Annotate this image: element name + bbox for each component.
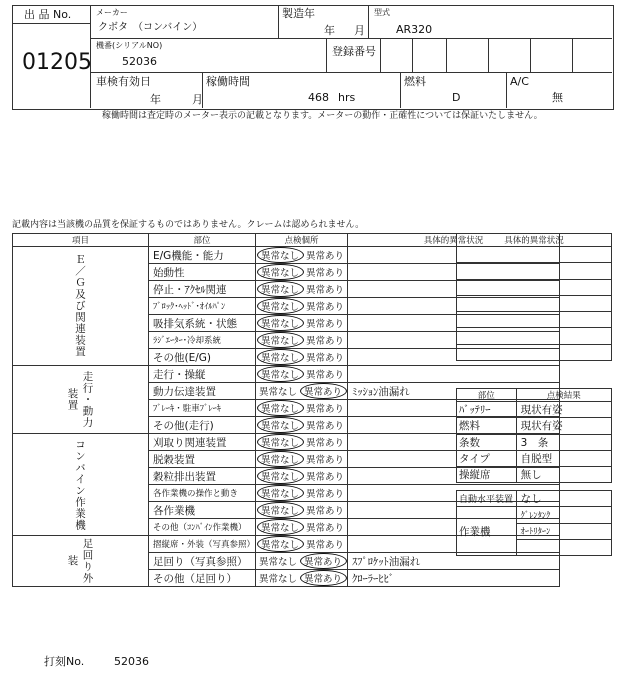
- blank-detail-row: [457, 279, 612, 295]
- part-name: その他(E/G): [149, 349, 256, 366]
- ok-option[interactable]: 異常なし: [257, 298, 304, 314]
- part-name: ﾗｼﾞｴｰﾀｰ･冷却系統: [149, 332, 256, 349]
- col-detail: 具体的異常状況: [348, 234, 560, 247]
- ng-option[interactable]: 異常あり: [306, 438, 345, 449]
- check-result: [256, 434, 348, 451]
- ok-option[interactable]: 異常なし: [257, 349, 304, 365]
- ng-option[interactable]: 異常あり: [300, 383, 347, 399]
- auto-level-label: 自動水平装置: [457, 491, 517, 507]
- result-part: ﾊﾞｯﾃﾘｰ: [457, 402, 517, 418]
- year-unit: 年: [324, 24, 335, 37]
- part-name: ﾌﾞﾚｰｷ・駐車ﾌﾞﾚｰｷ: [149, 400, 256, 417]
- ok-option[interactable]: 異常なし: [257, 247, 304, 263]
- check-result: [256, 366, 348, 383]
- check-result: [256, 264, 348, 281]
- result-row: [457, 418, 612, 434]
- check-result: [256, 281, 348, 298]
- check-result: [256, 502, 348, 519]
- quality-note: 記載内容は当該機の品質を保証するものではありません。クレームは認められません。: [12, 220, 365, 230]
- part-name: その他（足回り）: [149, 570, 256, 587]
- ok-option[interactable]: 異常なし: [257, 264, 304, 280]
- ng-option[interactable]: 異常あり: [306, 336, 345, 347]
- ng-option[interactable]: 異常あり: [306, 455, 345, 466]
- part-name: 吸排気系統・状態: [149, 315, 256, 332]
- expiry-month-unit: 月: [192, 93, 203, 106]
- result-value: 現状有姿: [516, 418, 611, 434]
- ac-label: A/C: [510, 75, 529, 88]
- ok-option[interactable]: 異常なし: [257, 281, 304, 297]
- ok-option[interactable]: 異常なし: [257, 400, 304, 416]
- ok-option[interactable]: 異常なし: [259, 574, 298, 585]
- ok-option[interactable]: 異常なし: [257, 536, 304, 552]
- check-result: [256, 519, 348, 536]
- fuel-label: 燃料: [404, 75, 426, 88]
- part-name: 刈取り関連装置: [149, 434, 256, 451]
- check-result: [256, 400, 348, 417]
- results-header-part: 部位: [457, 389, 517, 402]
- ok-option[interactable]: 異常なし: [257, 485, 304, 501]
- part-name: 穀粒排出装置: [149, 468, 256, 485]
- ok-option[interactable]: 異常なし: [257, 451, 304, 467]
- check-result: [256, 349, 348, 366]
- detail-cell: [348, 366, 560, 383]
- check-result: [256, 570, 348, 587]
- result-value: 現状有姿: [516, 402, 611, 418]
- ok-option[interactable]: 異常なし: [257, 315, 304, 331]
- ng-option[interactable]: 異常あり: [306, 285, 345, 296]
- ac-value: 無: [552, 91, 563, 104]
- hours-note: 稼働時間は査定時のメーター表示の記載となります。メーターの動作・正確性については保証いたしません。: [102, 111, 543, 121]
- result-row: [457, 450, 612, 466]
- ng-option[interactable]: 異常あり: [306, 319, 345, 330]
- ng-option[interactable]: 異常あり: [306, 489, 345, 500]
- result-part: タイプ: [457, 450, 517, 466]
- blank-detail-row: [457, 328, 612, 344]
- detail-cell: ﾐｯｼｮﾝ油漏れ: [348, 383, 560, 400]
- ok-option[interactable]: 異常なし: [257, 332, 304, 348]
- blank-detail-row: [457, 312, 612, 328]
- category-label: Ｅ／Ｇ及び関連装置: [13, 247, 149, 366]
- right-detail-header: 具体的異常状況: [457, 234, 612, 247]
- ng-option[interactable]: 異常あり: [306, 404, 345, 415]
- part-name: その他（ｺﾝﾊﾞｲﾝ作業機）: [149, 519, 256, 536]
- result-row: [457, 402, 612, 418]
- check-result: [256, 298, 348, 315]
- part-name: 各作業機の操作と動き: [149, 485, 256, 502]
- check-result: [256, 417, 348, 434]
- ok-option[interactable]: 異常なし: [259, 387, 298, 398]
- check-result: [256, 247, 348, 264]
- ok-option[interactable]: 異常なし: [257, 468, 304, 484]
- hours-label: 稼働時間: [206, 75, 250, 88]
- ng-option[interactable]: 異常あり: [306, 421, 345, 432]
- blank-detail-row: [457, 263, 612, 279]
- registration-label: 登録番号: [332, 45, 376, 58]
- category-label: 足回り外装: [13, 536, 149, 587]
- part-name: 各作業機: [149, 502, 256, 519]
- equipment-table: [456, 490, 612, 556]
- result-row: [457, 467, 612, 483]
- ok-option[interactable]: 異常なし: [257, 366, 304, 382]
- blank-detail-row: [457, 247, 612, 263]
- ng-option[interactable]: 異常あり: [306, 506, 345, 517]
- maker-value: クボタ （コンバイン）: [98, 22, 203, 33]
- maker-label: メーカー: [96, 8, 128, 17]
- work-item: ｸﾞﾚﾝﾀﾝｸ: [516, 507, 611, 523]
- part-name: 走行・操縦: [149, 366, 256, 383]
- result-value: 自脱型: [516, 450, 611, 466]
- col-check: 点検個所: [256, 234, 348, 247]
- ng-option[interactable]: 異常あり: [306, 268, 345, 279]
- check-result: [256, 451, 348, 468]
- part-name: 足回り（写真参照）: [149, 553, 256, 570]
- lot-number: 01205: [22, 50, 92, 75]
- right-detail-table: [456, 233, 612, 361]
- ng-option[interactable]: 異常あり: [306, 540, 345, 551]
- blank-detail-row: [457, 344, 612, 360]
- ng-option[interactable]: 異常あり: [300, 553, 347, 569]
- ng-option[interactable]: 異常あり: [300, 570, 347, 586]
- ng-option[interactable]: 異常あり: [306, 523, 345, 534]
- category-label: 走行・動力装置: [13, 366, 149, 434]
- result-part: 条数: [457, 434, 517, 450]
- stamp-value: 52036: [114, 655, 149, 668]
- part-name: E/G機能・能力: [149, 247, 256, 264]
- check-result: [256, 468, 348, 485]
- auto-level-value: なし: [516, 491, 611, 507]
- result-value: 無し: [516, 467, 611, 483]
- work-item: [516, 539, 611, 555]
- part-name: 始動性: [149, 264, 256, 281]
- part-name: 動力伝達装置: [149, 383, 256, 400]
- result-part: 操縦席: [457, 467, 517, 483]
- detail-cell: ｽﾌﾟﾛｹｯﾄ油漏れ: [348, 553, 560, 570]
- model-label: 型式: [374, 8, 390, 17]
- check-result: [256, 383, 348, 400]
- month-unit: 月: [354, 24, 365, 37]
- lot-label: 出 品 No.: [24, 8, 72, 21]
- detail-cell: ｸﾛｰﾗｰﾋﾋﾞ: [348, 570, 560, 587]
- results-table: [456, 388, 612, 483]
- stamp-label: 打刻No.: [44, 655, 85, 668]
- check-result: [256, 332, 348, 349]
- ok-option[interactable]: 異常なし: [257, 434, 304, 450]
- ng-option[interactable]: 異常あり: [306, 353, 345, 364]
- work-label: 作業機: [457, 507, 517, 556]
- part-name: その他(走行): [149, 417, 256, 434]
- ng-option[interactable]: 異常あり: [306, 370, 345, 381]
- expiry-year-unit: 年: [150, 93, 161, 106]
- ng-option[interactable]: 異常あり: [306, 251, 345, 262]
- inspection-row: [13, 366, 560, 383]
- ok-option[interactable]: 異常なし: [257, 417, 304, 433]
- model-value: AR320: [396, 23, 433, 36]
- part-name: 摺縦席・外装（写真参照）: [149, 536, 256, 553]
- serial-label: 機番(シリアルNO): [96, 41, 163, 50]
- check-result: [256, 315, 348, 332]
- ok-option[interactable]: 異常なし: [257, 502, 304, 518]
- col-item: 項目: [13, 234, 149, 247]
- check-result: [256, 536, 348, 553]
- ng-option[interactable]: 異常あり: [306, 302, 345, 313]
- inspection-expiry-label: 車検有効日: [96, 75, 151, 88]
- part-name: 脱穀装置: [149, 451, 256, 468]
- blank-detail-row: [457, 295, 612, 311]
- part-name: 停止・ｱｸｾﾙ関連: [149, 281, 256, 298]
- result-part: 燃料: [457, 418, 517, 434]
- serial-value: 52036: [122, 55, 157, 68]
- ok-option[interactable]: 異常なし: [259, 557, 298, 568]
- ng-option[interactable]: 異常あり: [306, 472, 345, 483]
- year-made-label: 製造年: [282, 7, 315, 20]
- check-result: [256, 485, 348, 502]
- results-header-result: 点検結果: [516, 389, 611, 402]
- check-result: [256, 553, 348, 570]
- ok-option[interactable]: 異常なし: [257, 519, 304, 535]
- hours-unit: hrs: [338, 91, 356, 104]
- result-row: [457, 434, 612, 450]
- col-part: 部位: [149, 234, 256, 247]
- part-name: ﾌﾞﾛｯｸ･ﾍｯﾄﾞ･ｵｲﾙﾊﾟﾝ: [149, 298, 256, 315]
- hours-value: 468: [308, 91, 329, 104]
- work-item: ｵｰﾄﾘﾀｰﾝ: [516, 523, 611, 539]
- category-label: コンバイン作業機: [13, 434, 149, 536]
- result-value: 3 条: [516, 434, 611, 450]
- fuel-value: D: [452, 91, 461, 104]
